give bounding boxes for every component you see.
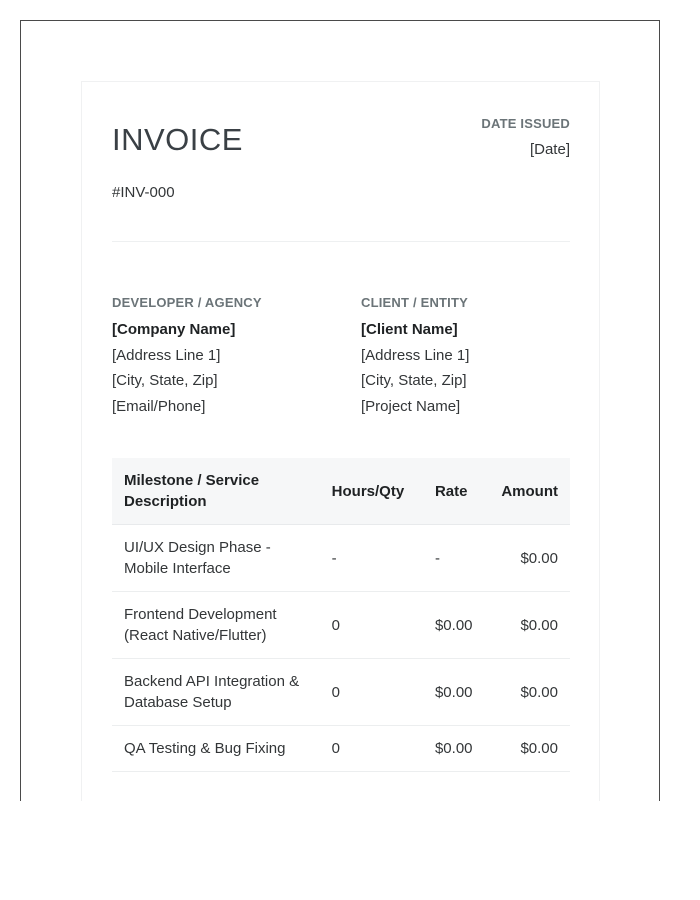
developer-address-line: [Address Line 1] [112, 346, 221, 364]
header-divider [112, 241, 570, 242]
row-amount: $0.00 [485, 525, 570, 592]
header-hours-qty: Hours/Qty [320, 458, 423, 525]
row-rate: $0.00 [423, 592, 485, 659]
row-amount: $0.00 [485, 726, 570, 772]
date-issued-block [481, 116, 570, 158]
row-description: Frontend Development (React Native/Flutter) [112, 592, 320, 659]
row-rate: $0.00 [423, 659, 485, 726]
row-qty: 0 [320, 592, 423, 659]
row-description: QA Testing & Bug Fixing [112, 726, 320, 772]
row-description: Backend API Integration & Database Setup [112, 659, 320, 726]
table-row [112, 726, 570, 772]
date-issued-label: DATE ISSUED [481, 116, 570, 131]
row-qty: - [320, 525, 423, 592]
invoice-title: INVOICE [112, 122, 243, 157]
row-amount: $0.00 [485, 659, 570, 726]
client-city-state-zip: [City, State, Zip] [361, 372, 467, 389]
row-rate: $0.00 [423, 726, 485, 772]
developer-city-state-zip: [City, State, Zip] [112, 372, 218, 389]
developer-company-name: [Company Name] [112, 321, 236, 338]
client-label: CLIENT / ENTITY [361, 295, 468, 310]
row-rate: - [423, 525, 485, 592]
client-project-name: [Project Name] [361, 397, 461, 415]
table-row [112, 592, 570, 659]
table-header-row [112, 458, 570, 525]
date-issued-value: [Date] [529, 141, 570, 158]
client-address-line: [Address Line 1] [361, 346, 470, 364]
header-rate: Rate [423, 458, 485, 525]
row-amount: $0.00 [485, 592, 570, 659]
invoice-card [81, 81, 600, 801]
table-row [112, 659, 570, 726]
row-description: UI/UX Design Phase - Mobile Interface [112, 525, 320, 592]
invoice-number: #INV-000 [112, 184, 175, 201]
row-qty: 0 [320, 659, 423, 726]
line-items-table [112, 458, 570, 772]
client-block [361, 295, 581, 419]
row-qty: 0 [320, 726, 423, 772]
table-row [112, 525, 570, 592]
developer-block [112, 295, 332, 419]
developer-label: DEVELOPER / AGENCY [112, 295, 262, 310]
header-amount: Amount [485, 458, 570, 525]
header-description: Milestone / Service Description [112, 458, 320, 525]
developer-email-phone: [Email/Phone] [112, 397, 206, 415]
client-name: [Client Name] [361, 321, 458, 338]
